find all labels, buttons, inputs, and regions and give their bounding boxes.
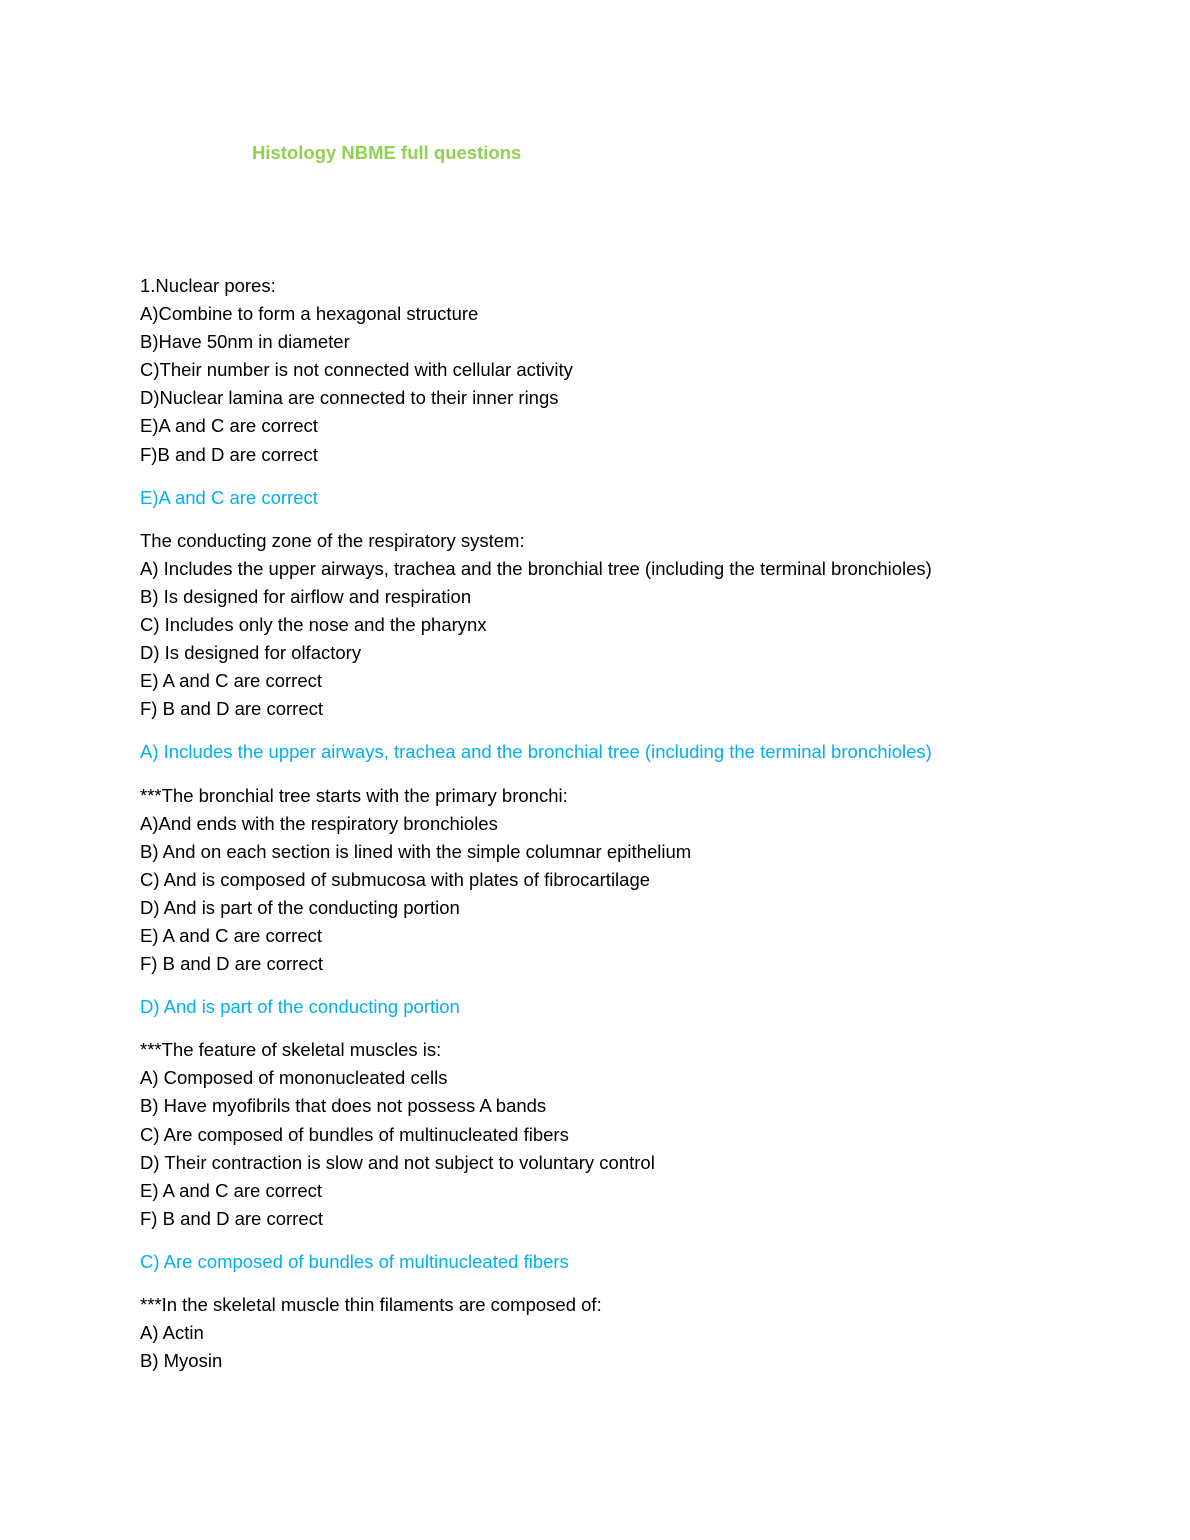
question-text: 1.Nuclear pores: bbox=[140, 275, 276, 296]
question-text: ***The feature of skeletal muscles is: bbox=[140, 1039, 442, 1061]
option-c: C) And is composed of submucosa with plates of fibrocartilage bbox=[140, 868, 651, 890]
answer-block bbox=[140, 1248, 1150, 1276]
option-a: A) Includes the upper airways, trachea and the bronchial tree (including the terminal bronchioles) bbox=[140, 557, 932, 579]
option-e: E) A and C are correct bbox=[140, 1179, 323, 1201]
option-e: E) A and C are correct bbox=[140, 924, 323, 946]
option-b: B) Is designed for airflow and respiration bbox=[140, 585, 472, 607]
option-a: A)Combine to form a hexagonal structure bbox=[140, 303, 479, 325]
question-text: ***In the skeletal muscle thin filaments are composed of: bbox=[140, 1294, 602, 1315]
answer-text: D) And is part of the conducting portion bbox=[140, 996, 460, 1018]
question-list bbox=[140, 272, 1150, 1390]
answer-block bbox=[140, 738, 1150, 766]
question-block bbox=[140, 782, 1150, 979]
answer-block bbox=[140, 484, 1150, 512]
answer-text: C) Are composed of bundles of multinucleated fibers bbox=[140, 1250, 569, 1272]
option-d: D) Their contraction is slow and not subject to voluntary control bbox=[140, 1151, 655, 1173]
option-d: D) Is designed for olfactory bbox=[140, 642, 362, 664]
answer-block bbox=[140, 993, 1150, 1021]
option-e: E) A and C are correct bbox=[140, 670, 323, 692]
option-c: C) Are composed of bundles of multinucleated fibers bbox=[140, 1123, 569, 1145]
option-c: C)Their number is not connected with cellular activity bbox=[140, 359, 573, 381]
option-f: F)B and D are correct bbox=[140, 443, 318, 465]
question-text: ***The bronchial tree starts with the primary bronchi: bbox=[140, 784, 568, 806]
answer-text: A) Includes the upper airways, trachea and the bronchial tree (including the terminal bronchioles) bbox=[140, 741, 932, 763]
option-a: A) Actin bbox=[140, 1322, 204, 1344]
option-a: A) Composed of mononucleated cells bbox=[140, 1067, 448, 1089]
question-block bbox=[140, 1036, 1150, 1233]
question-block bbox=[140, 527, 1150, 724]
option-f: F) B and D are correct bbox=[140, 1207, 324, 1229]
page-title: Histology NBME full questions bbox=[252, 142, 522, 163]
option-b: B) Myosin bbox=[140, 1350, 223, 1372]
option-c: C) Includes only the nose and the pharynx bbox=[140, 614, 487, 636]
option-f: F) B and D are correct bbox=[140, 698, 324, 720]
question-block bbox=[140, 272, 1150, 469]
question-text: The conducting zone of the respiratory system: bbox=[140, 529, 525, 551]
option-b: B) Have myofibrils that does not possess A bands bbox=[140, 1095, 547, 1117]
option-d: D)Nuclear lamina are connected to their inner rings bbox=[140, 387, 559, 409]
option-e: E)A and C are correct bbox=[140, 415, 318, 437]
option-b: B) And on each section is lined with the simple columnar epithelium bbox=[140, 840, 692, 862]
option-a: A)And ends with the respiratory bronchioles bbox=[140, 812, 498, 834]
answer-text: E)A and C are correct bbox=[140, 486, 318, 508]
option-f: F) B and D are correct bbox=[140, 953, 324, 975]
option-d: D) And is part of the conducting portion bbox=[140, 896, 460, 918]
option-b: B)Have 50nm in diameter bbox=[140, 331, 350, 353]
question-block bbox=[140, 1291, 1150, 1375]
